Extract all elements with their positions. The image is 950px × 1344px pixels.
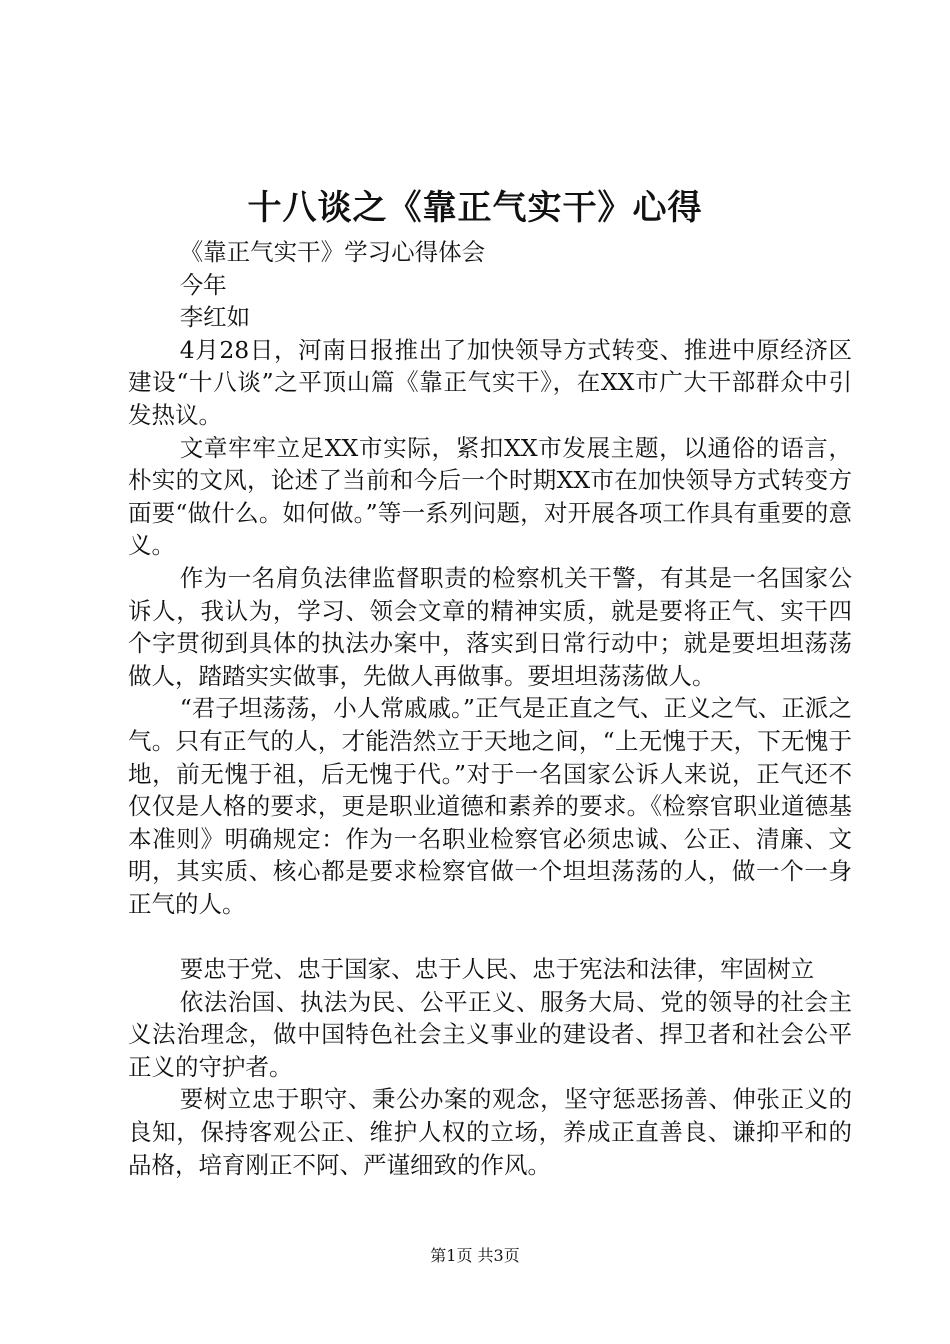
blank-line bbox=[128, 920, 852, 953]
paragraph-subtitle: 《靠正气实干》学习心得体会 bbox=[179, 238, 486, 266]
paragraph: 依法治国、执法为民、公平正义、服务大局、党的领导的社会主义法治理念，做中国特色社会主义事业的建设者、捍卫者和社会公平正义的守护者。 bbox=[128, 987, 852, 1081]
paragraph-author: 李红如 bbox=[179, 303, 251, 332]
paragraph: 作为一名肩负法律监督职责的检察机关干警，有其是一名国家公诉人，我认为，学习、领会文章的精神实质，就是要将正气、实干四个字贯彻到具体的执法办案中，落实到日常行动中；就是要坦坦荡荡做人，踏踏实实做事，先做人再做事。要坦坦荡荡做人。 bbox=[128, 563, 852, 690]
page-footer: 第1页 共3页 bbox=[430, 1246, 520, 1265]
paragraph: 要忠于党、忠于国家、忠于人民、忠于宪法和法律，牢固树立 bbox=[179, 955, 815, 984]
paragraph: “君子坦荡荡，小人常戚戚。”正气是正直之气、正义之气、正派之气。只有正气的人，才能浩然立于天地之间，“上无愧于天，下无愧于地，前无愧于祖，后无愧于代。”对于一名国家公诉人来说，正气还不仅仅是人格的要求，更是职业道德和素养的要求。《检察官职业道德基本准则》明确规定：作为一名职业检察官必须忠诚、公正、清廉、文明，其实质、核心都是要求检察官做一个坦坦荡荡的人，做一个一身正气的人。 bbox=[128, 694, 852, 918]
document-title: 十八谈之《靠正气实干》心得 bbox=[247, 188, 703, 228]
paragraph: 要树立忠于职守、秉公办案的观念，坚守惩恶扬善、伸张正义的良知，保持客观公正、维护人权的立场，养成正直善良、谦抑平和的品格，培育刚正不阿、严谨细致的作风。 bbox=[128, 1085, 852, 1179]
paragraph-year: 今年 bbox=[179, 270, 227, 299]
document-body bbox=[128, 236, 852, 1181]
paragraph: 4月28日，河南日报推出了加快领导方式转变、推进中原经济区建设“十八谈”之平顶山篇《靠正气实干》，在XX市广大干部群众中引发热议。 bbox=[128, 335, 852, 429]
paragraph: 文章牢牢立足XX市实际，紧扣XX市发展主题，以通俗的语言，朴实的文风，论述了当前和今后一个时期XX市在加快领导方式转变方面要“做什么。如何做。”等一系列问题，对开展各项工作具有重要的意义。 bbox=[128, 433, 852, 560]
